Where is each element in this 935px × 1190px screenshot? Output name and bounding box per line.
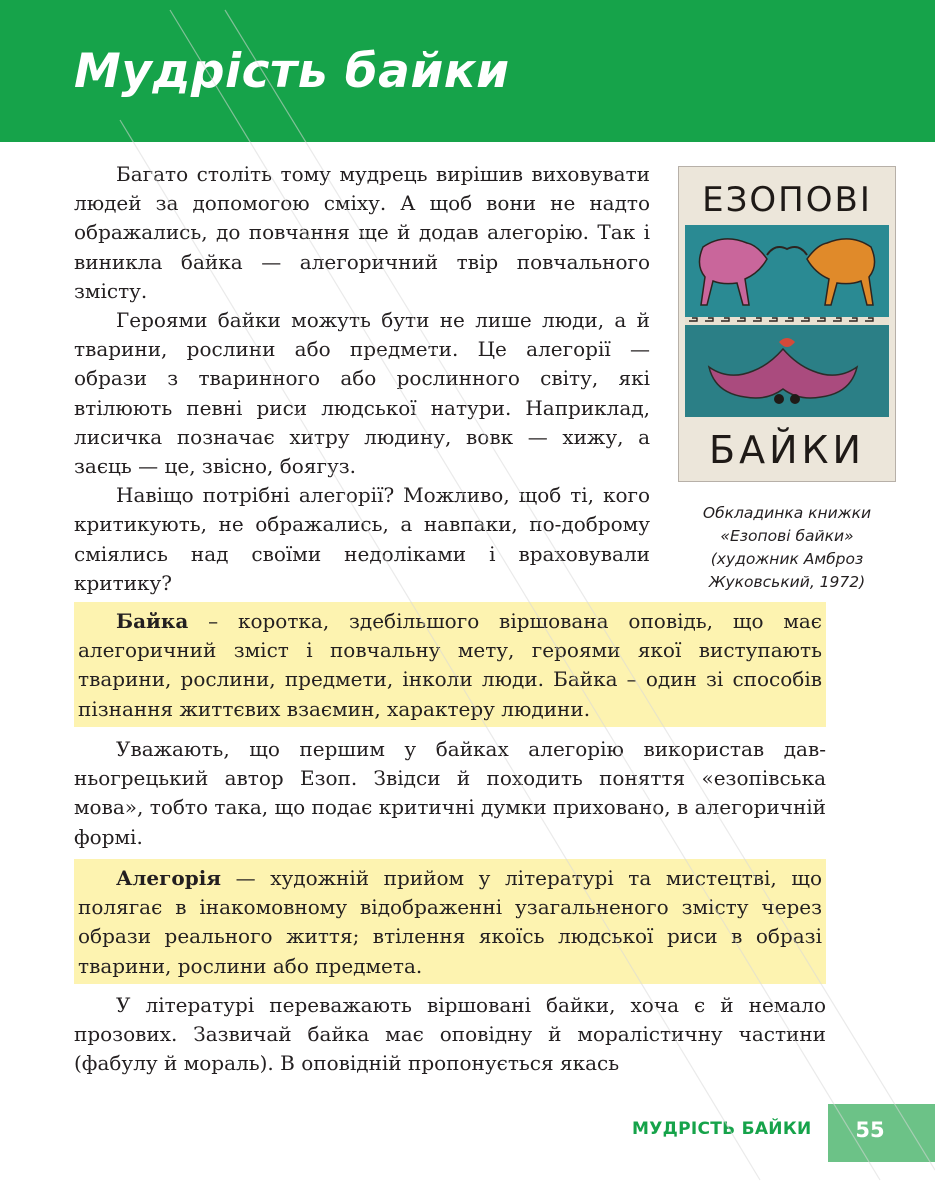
definition-text: [78, 607, 822, 724]
definition-text: [78, 864, 822, 981]
definition-body: – коротка, здебільшого віршована оповідь, що має алегоричний зміст і повчальну мету, героями якої виступають тварини, рослини, предмети, інколи люди. Байка – один зі способів пізнання життєвих взаємин, характеру людини.: [78, 609, 822, 721]
definition-box-fable: [74, 602, 826, 727]
page-number-tab: [828, 1104, 935, 1162]
caption-line: (художник Амброз: [710, 550, 864, 568]
definition-box-allegory: [74, 859, 826, 984]
caption-line: «Езопові байки»: [720, 527, 854, 545]
cover-title-bottom: БАЙКИ: [709, 428, 865, 472]
intro-paragraph: Навіщо потрібні алегорії? Можливо, щоб ті, кого критикують, не ображались, а навпаки, по-доброму сміялись над своїми недоліками і враховували критику?: [74, 483, 650, 595]
caption-line: Обкладинка книжки: [702, 504, 872, 522]
figure-caption: [678, 502, 896, 594]
body-paragraph: Уважають, що першим у байках алегорію використав давньогрецький автор Езоп. Звідси й походить поняття «езопівська мова», тобто така, що подає критичні думки приховано, в алегоричній формі.: [74, 737, 826, 849]
cover-title-top: ЕЗОПОВІ: [702, 180, 872, 220]
page-header: [0, 0, 935, 142]
page-title: Мудрість байки: [74, 44, 510, 99]
intro-paragraph: Героями байки можуть бути не лише люди, а й тварини, рослини або предмети. Це алегорії — образи з тваринного або рослинного світу, які втілюють певні риси людської натури. Наприклад, лисичка позначає хитру людину, вовк — хижу, а заєць — це, звісно, боягуз.: [74, 308, 650, 479]
running-footer-title: МУДРІСТЬ БАЙКИ: [632, 1119, 812, 1139]
closing-paragraph: [74, 991, 826, 1079]
book-cover-illustration: [679, 167, 895, 481]
aesop-paragraph: [74, 735, 826, 852]
page-number: 55: [855, 1118, 885, 1142]
intro-text: [74, 160, 650, 598]
caption-line: Жуковський, 1972): [708, 573, 866, 591]
definition-term: Алегорія: [116, 866, 222, 890]
book-cover-image: [678, 166, 896, 482]
intro-paragraph: Багато століть тому мудрець вирішив виховувати людей за допомогою сміху. А щоб вони не надто ображались, до повчання ще й додав алегорію. Так і виникла байка — алегоричний твір повчального змісту.: [74, 162, 650, 303]
definition-term: Байка: [116, 609, 189, 633]
body-paragraph: У літературі переважають віршовані байки, хоча є й немало прозових. Зазвичай байка має оповідну й моралістичну частини (фабулу й мораль). В оповідній пропонується якась: [74, 993, 826, 1076]
definition-body: — художній прийом у літературі та мистецтві, що полягає в інакомовному відображенні узагальненого змісту через образи реального життя; втілення якоїсь людської риси в образі тварини, рослини або предмета.: [78, 866, 822, 978]
